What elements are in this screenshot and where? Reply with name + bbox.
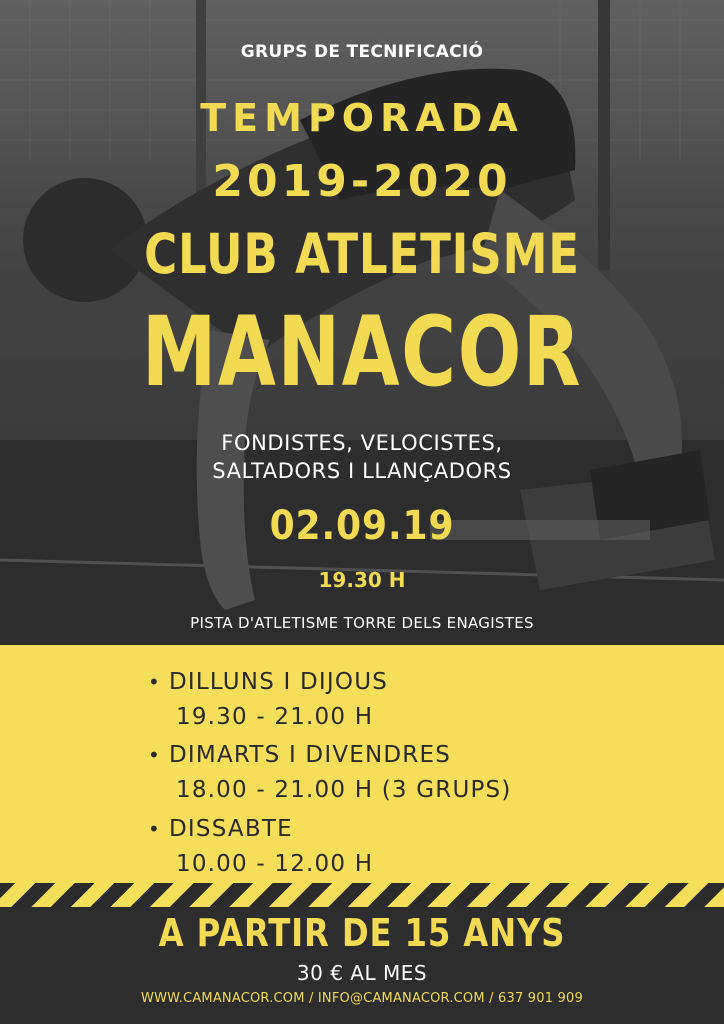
club-type-heading: CLUB ATLETISME	[144, 222, 580, 286]
schedule-days-label: DIMARTS I DIVENDRES	[169, 742, 452, 768]
schedule-item	[148, 669, 388, 730]
schedule-days	[148, 816, 373, 842]
bullet-icon: •	[148, 817, 161, 841]
bullet-icon: •	[148, 670, 161, 694]
schedule-days	[148, 742, 512, 768]
schedule-days-label: DILLUNS I DIJOUS	[169, 669, 389, 695]
schedule-hours: 18.00 - 21.00 H (3 GRUPS)	[176, 777, 512, 803]
schedule-hours: 19.30 - 21.00 H	[176, 704, 374, 730]
contact-info: WWW.CAMANACOR.COM / INFO@CAMANACOR.COM / 637 901 909	[141, 991, 583, 1006]
bullet-icon: •	[148, 743, 161, 767]
schedule-days	[148, 669, 388, 695]
disciplines-line-1: FONDISTES, VELOCISTES,	[221, 431, 503, 455]
season-label: TEMPORADA	[200, 96, 524, 140]
schedule-item	[148, 816, 373, 877]
schedule-hours: 10.00 - 12.00 H	[176, 851, 374, 877]
schedule-item	[148, 742, 512, 803]
monthly-price: 30 € AL MES	[296, 961, 428, 985]
schedule-days-label: DISSABTE	[169, 816, 293, 842]
start-time: 19.30 H	[318, 568, 406, 592]
hazard-stripe-divider	[0, 883, 724, 907]
disciplines-line-2: SALTADORS I LLANÇADORS	[212, 459, 512, 483]
venue: PISTA D'ATLETISME TORRE DELS ENAGISTES	[190, 614, 534, 632]
start-date: 02.09.19	[269, 503, 455, 549]
season-years: 2019-2020	[212, 156, 512, 207]
age-requirement: A PARTIR DE 15 ANYS	[158, 911, 566, 955]
club-name-heading: MANACOR	[141, 296, 583, 408]
schedule-panel	[0, 645, 724, 883]
program-subtitle: GRUPS DE TECNIFICACIÓ	[240, 42, 484, 62]
